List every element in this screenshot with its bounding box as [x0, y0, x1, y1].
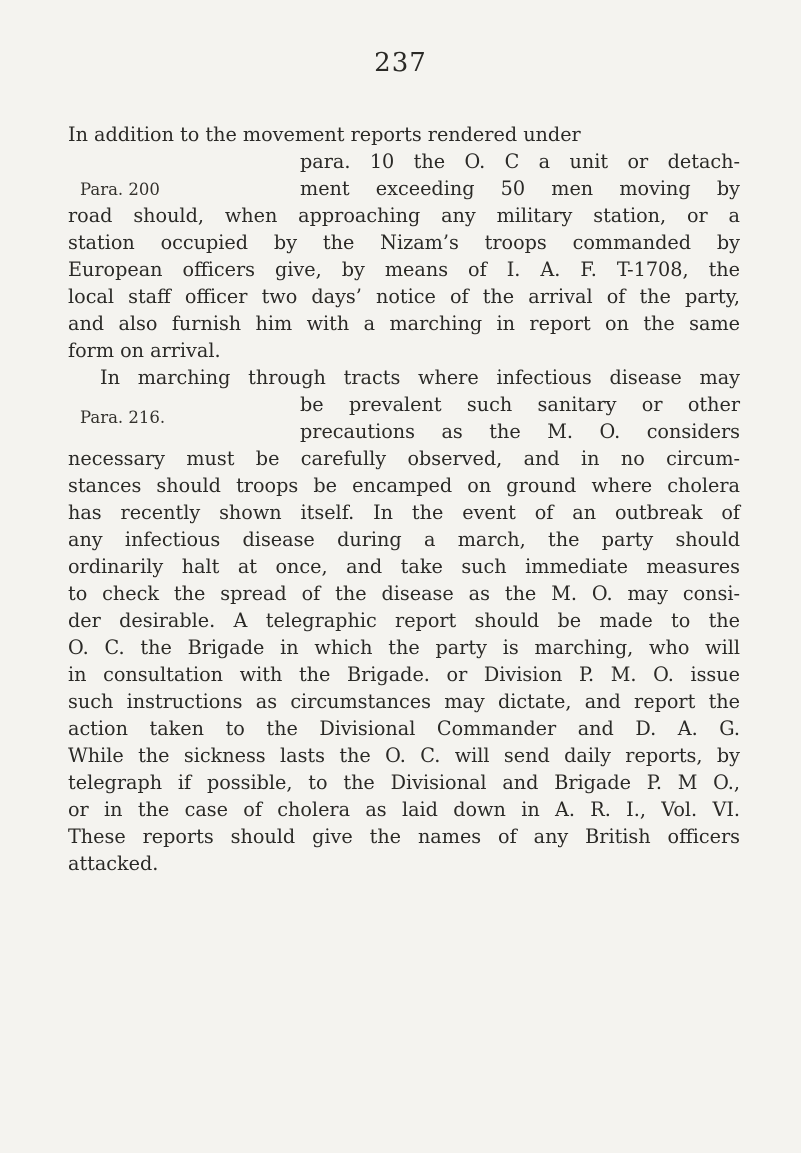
text-line: any infectious disease during a march, the party should	[68, 528, 740, 551]
text-line: in consultation with the Brigade. or Division P. M. O. issue	[68, 663, 740, 686]
text-line	[68, 122, 740, 148]
text-line: telegraph if possible, to the Divisional and Brigade P. M O.,	[68, 771, 740, 794]
text-line: form on arrival.	[68, 339, 221, 362]
text-line: be prevalent such sanitary or other	[300, 393, 740, 416]
text-line: attacked.	[68, 852, 159, 875]
margin-note: Para. 200	[80, 180, 160, 199]
text-line: While the sickness lasts the O. C. will send daily reports, by	[68, 744, 740, 767]
text-line: ment exceeding 50 men moving by	[300, 177, 740, 200]
text-line: In marching through tracts where infectious disease may	[100, 366, 740, 389]
text-line: to check the spread of the disease as the M. O. may consi-	[68, 582, 740, 605]
text-line: O. C. the Brigade in which the party is marching, who will	[68, 636, 740, 659]
text-line: local staff officer two days’ notice of the arrival of the party,	[68, 285, 740, 308]
text-line: or in the case of cholera as laid down in A. R. I., Vol. VI.	[68, 798, 740, 821]
margin-note: Para. 216.	[80, 408, 166, 427]
text-line: ordinarily halt at once, and take such immediate measures	[68, 555, 740, 578]
text-line: European officers give, by means of I. A. F. T-1708, the	[68, 258, 740, 281]
text-line: stances should troops be encamped on ground where cholera	[68, 474, 740, 497]
text-line: station occupied by the Nizam’s troops commanded by	[68, 231, 740, 254]
text-line: and also furnish him with a marching in report on the same	[68, 312, 740, 335]
text-line: such instructions as circumstances may dictate, and report the	[68, 690, 740, 713]
line-text: In addition to the movement reports rendered under	[68, 123, 581, 146]
text-line: These reports should give the names of any British officers	[68, 825, 740, 848]
page-number: 237	[374, 48, 427, 78]
text-line: road should, when approaching any military station, or a	[68, 204, 740, 227]
text-line: has recently shown itself. In the event of an outbreak of	[68, 501, 740, 524]
text-line: der desirable. A telegraphic report should be made to the	[68, 609, 740, 632]
text-line: para. 10 the O. C a unit or detach-	[300, 150, 740, 173]
text-line: action taken to the Divisional Commander and D. A. G.	[68, 717, 740, 740]
text-line: necessary must be carefully observed, and in no circum-	[68, 447, 740, 470]
text-line: precautions as the M. O. considers	[300, 420, 740, 443]
